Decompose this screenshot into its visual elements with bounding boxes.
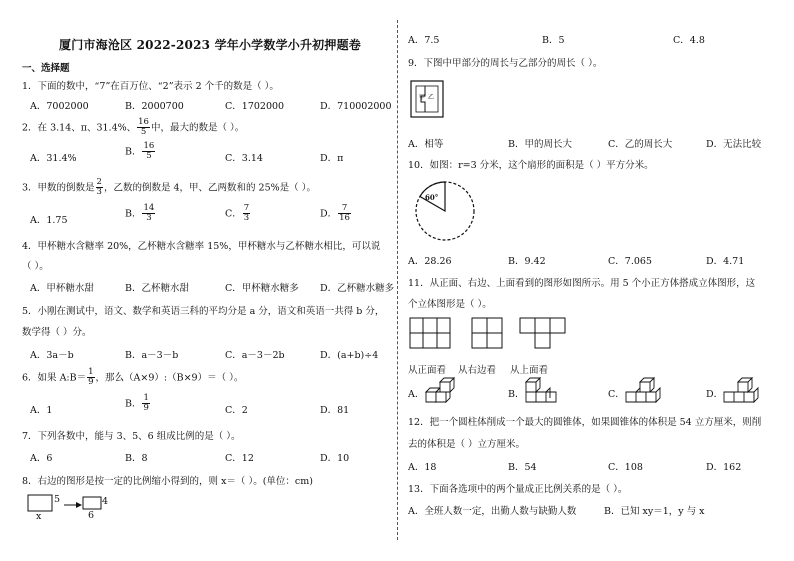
option-a[interactable]: A．7002000 (30, 101, 89, 112)
cube-stack-a-icon (424, 378, 464, 404)
page-title: 厦门市海沧区 2022-2023 学年小学数学小升初押题卷 (59, 38, 361, 52)
option-c[interactable]: C．a－3－2b (225, 350, 285, 361)
section-heading: 一、选择题 (22, 63, 70, 74)
option-d[interactable]: D．(a+b)÷4 (320, 350, 379, 361)
option-b[interactable]: B．a－3－b (125, 350, 179, 361)
question-5: 5．小刚在测试中，语文、数学和英语三科的平均分是 a 分，语文和英语一共得 b 分， (22, 306, 385, 317)
option-b[interactable]: B． $\frac{16}{5}$ (125, 141, 155, 162)
option-a[interactable]: A．18 (408, 462, 437, 473)
option-b[interactable]: B．2000700 (125, 101, 184, 112)
angle-label: 60° (425, 193, 439, 202)
option-b[interactable]: B．9.42 (508, 256, 546, 267)
option-a[interactable]: A． (408, 389, 425, 400)
option-b[interactable]: B．54 (508, 462, 537, 473)
question-12-cont: 去的体积是（ ）立方厘米。 (408, 439, 526, 450)
question-7: 7．下列各数中，能与 3、5、6 组成比例的是（ ）。 (22, 431, 241, 442)
option-b[interactable]: B． $\frac{14}{3}$ (125, 203, 155, 224)
arrow-head (76, 502, 82, 508)
small-side-label: 4 (102, 496, 109, 507)
question-2: 2．在 3.14、π、31.4%、 $\frac{16}{5}$ 中，最大的数是（ ）。 (22, 117, 245, 138)
right-view-label: 从右边看 (458, 365, 497, 376)
question-5-cont: 数学得（ ）分。 (22, 327, 92, 338)
question-13: 13．下面各选项中的两个量成正比例关系的是（ ）。 (408, 484, 628, 495)
question-13-options (408, 503, 788, 519)
option-d[interactable]: D．10 (320, 453, 350, 464)
big-side-label: 5 (54, 494, 61, 505)
option-c[interactable]: C． (608, 389, 625, 400)
big-rectangle (28, 495, 52, 511)
option-a[interactable]: A．甲杯糖水甜 (30, 283, 94, 294)
option-a[interactable]: A．3a－b (30, 350, 74, 361)
question-9-options (408, 136, 788, 152)
question-12-options (408, 459, 788, 475)
front-view-grid (410, 318, 450, 348)
question-12: 12．把一个圆柱体削成一个最大的圆锥体，如果圆锥体的体积是 54 立方厘米，则削 (408, 417, 762, 428)
question-4-cont: （ ）。 (22, 261, 49, 272)
fraction: $\frac{16}{5}$ (138, 117, 149, 138)
small-bottom-label: 6 (88, 510, 95, 521)
question-5-options (30, 347, 385, 363)
top-view-grid (520, 318, 565, 348)
question-8-options (408, 32, 788, 48)
option-a[interactable]: A．1 (30, 405, 53, 416)
option-c[interactable]: C．108 (608, 462, 643, 473)
option-b[interactable]: B． (508, 389, 525, 400)
cube-stack-c-icon (624, 378, 664, 404)
option-a[interactable]: A．28.26 (408, 256, 452, 267)
option-b[interactable]: B．8 (125, 453, 148, 464)
question-2-options (30, 141, 385, 166)
option-b[interactable]: B．已知 xy＝1，y 与 x (604, 506, 705, 517)
right-view-grid (472, 318, 502, 348)
question-11: 11．从正面、右边、上面看到的图形如图所示。用 5 个小正方体搭成立体图形，这 (408, 278, 756, 289)
question-11-cont: 个立体图形是（ ）。 (408, 299, 492, 310)
option-b[interactable]: B． $\frac{1}{9}$ (125, 393, 149, 414)
question-4: 4．甲杯糖水含糖率 20%，乙杯糖水含糖率 15%，甲杯糖水与乙杯糖水相比，可以说 (22, 241, 381, 252)
option-b[interactable]: B．甲的周长大 (508, 139, 572, 150)
option-c[interactable]: C．甲杯糖水糖多 (225, 283, 299, 294)
option-a[interactable]: A．相等 (408, 139, 444, 150)
option-c[interactable]: C．12 (225, 453, 254, 464)
question-7-options (30, 450, 385, 466)
cube-stack-d-icon (722, 378, 762, 404)
question-3: 3．甲数的倒数是 $\frac{2}{3}$ ，乙数的倒数是 4，甲、乙两数和的 25%是（ ）。 (22, 177, 316, 198)
option-d[interactable]: D．81 (320, 405, 350, 416)
option-d[interactable]: D． $\frac{7}{16}$ (320, 203, 350, 224)
cube-stack-b-icon (524, 378, 564, 404)
small-rectangle (83, 497, 101, 509)
front-view-label: 从正面看 (408, 365, 447, 376)
option-d[interactable]: D．乙杯糖水糖多 (320, 283, 395, 294)
option-a[interactable]: A．1.75 (30, 215, 68, 226)
question-9: 9．下图中甲部分的周长与乙部分的周长（ ）。 (408, 58, 603, 69)
fraction: $\frac{2}{3}$ (96, 177, 102, 198)
three-views-figure (410, 318, 570, 354)
fraction: $\frac{1}{9}$ (88, 367, 94, 388)
question-4-options (30, 280, 395, 296)
option-a[interactable]: A．31.4% (30, 153, 77, 164)
option-d[interactable]: D．4.71 (706, 256, 745, 267)
option-d[interactable]: D． (706, 389, 724, 400)
question-8: 8．右边的图形是按一定的比例缩小得到的，则 x＝（ ）。(单位：cm) (22, 476, 313, 487)
option-c[interactable]: C．3.14 (225, 153, 263, 164)
option-c[interactable]: C．1702000 (225, 101, 285, 112)
question-10-options (408, 253, 788, 269)
option-c[interactable]: C．2 (225, 405, 248, 416)
option-c[interactable]: C． $\frac{7}{3}$ (225, 203, 250, 224)
question-1: 1．下面的数中，“7”在百万位、“2”表示 2 个千的数是（ ）。 (22, 81, 279, 92)
option-d[interactable]: D．710002000 (320, 101, 392, 112)
yi-label: 乙 (428, 94, 435, 101)
option-b[interactable]: B．5 (542, 35, 565, 46)
option-c[interactable]: C．7.065 (608, 256, 652, 267)
option-a[interactable]: A．7.5 (408, 35, 440, 46)
option-d[interactable]: D．162 (706, 462, 742, 473)
question-10: 10．如图：r=3 分米，这个扇形的面积是（ ）平方分米。 (408, 160, 654, 171)
column-divider (397, 20, 398, 540)
option-b[interactable]: B．乙杯糖水甜 (125, 283, 189, 294)
question-1-options (30, 98, 392, 114)
sector-figure (414, 180, 476, 242)
option-c[interactable]: C．乙的周长大 (608, 139, 673, 150)
question-6: 6．如果 A:B＝ $\frac{1}{9}$ ，那么（A×9）:（B×9）＝（ ）。 (22, 367, 244, 388)
question-3-options (30, 203, 385, 228)
option-d[interactable]: D．无法比较 (706, 139, 762, 150)
question-6-options (30, 393, 385, 418)
option-d[interactable]: D．π (320, 153, 344, 164)
option-a[interactable]: A．6 (30, 453, 53, 464)
option-c[interactable]: C．4.8 (673, 35, 705, 46)
option-a[interactable]: A．全班人数一定，出勤人数与缺勤人数 (408, 506, 577, 517)
jia-label: 甲 (419, 94, 426, 101)
big-bottom-label: x (36, 511, 42, 522)
top-view-label: 从上面看 (510, 365, 549, 376)
